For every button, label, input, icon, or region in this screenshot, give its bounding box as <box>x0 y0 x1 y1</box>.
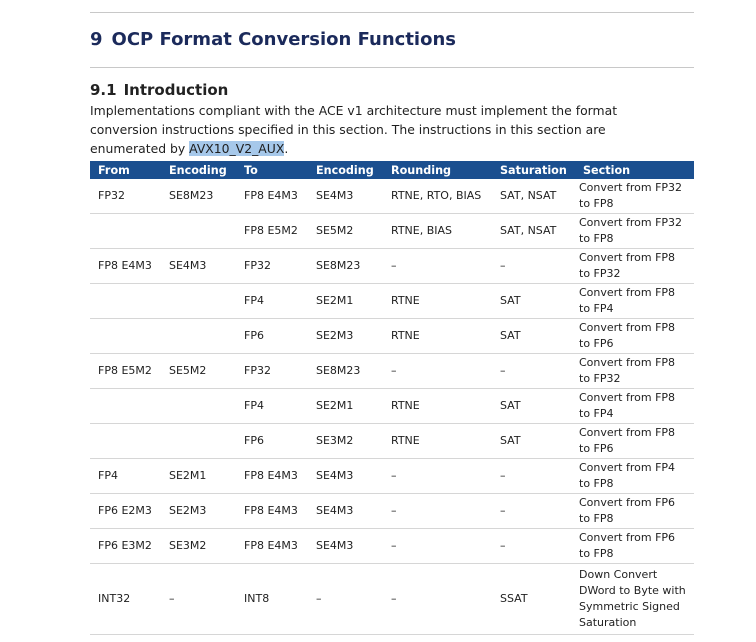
top-rule <box>90 12 694 13</box>
cell-from: FP4 <box>90 459 161 494</box>
cell-from: INT32 <box>90 564 161 635</box>
cell-rounding: RTNE <box>383 389 492 424</box>
cell-saturation: SAT <box>492 389 575 424</box>
cell-saturation: – <box>492 354 575 389</box>
cell-rounding: – <box>383 459 492 494</box>
cell-rounding: – <box>383 564 492 635</box>
cell-from-encoding <box>161 284 236 319</box>
cell-saturation: SAT <box>492 424 575 459</box>
cell-rounding: RTNE, BIAS <box>383 214 492 249</box>
table-row <box>90 564 694 635</box>
cell-section: Convert from FP8 to FP4 <box>575 284 694 319</box>
cell-from-encoding: – <box>161 564 236 635</box>
highlighted-cpuid-flag[interactable]: AVX10_V2_AUX <box>189 141 285 156</box>
cell-rounding: – <box>383 529 492 564</box>
cell-from-encoding: SE8M23 <box>161 179 236 214</box>
cell-from-encoding: SE2M1 <box>161 459 236 494</box>
cell-to-encoding: SE4M3 <box>308 529 383 564</box>
cell-saturation: – <box>492 529 575 564</box>
header-rounding: Rounding <box>383 161 492 179</box>
intro-line-1: Implementations compliant with the ACE v1 architecture must implement the format <box>90 103 618 118</box>
cell-to: FP8 E5M2 <box>236 214 308 249</box>
table-row <box>90 249 694 284</box>
intro-line-2: conversion instructions specified in this section. The instructions in this section are <box>90 122 606 137</box>
cell-section: Convert from FP8 to FP6 <box>575 319 694 354</box>
cell-to-encoding: SE3M2 <box>308 424 383 459</box>
cell-section: Convert from FP8 to FP32 <box>575 249 694 284</box>
table-row <box>90 494 694 529</box>
cell-section: Convert from FP8 to FP32 <box>575 354 694 389</box>
table-header-row <box>90 161 694 179</box>
cell-from-encoding: SE3M2 <box>161 529 236 564</box>
intro-line-3-suffix: . <box>284 141 289 156</box>
table-row <box>90 459 694 494</box>
table-row <box>90 179 694 214</box>
cell-saturation: SSAT <box>492 564 575 635</box>
cell-from-encoding <box>161 424 236 459</box>
cell-section: Convert from FP8 to FP4 <box>575 389 694 424</box>
cell-to: INT8 <box>236 564 308 635</box>
cell-to-encoding: SE2M1 <box>308 389 383 424</box>
cell-to: FP32 <box>236 249 308 284</box>
cell-from: FP8 E4M3 <box>90 249 161 284</box>
cell-section: Convert from FP6 to FP8 <box>575 529 694 564</box>
header-from: From <box>90 161 161 179</box>
chapter-title: OCP Format Conversion Functions <box>111 29 456 50</box>
cell-rounding: – <box>383 494 492 529</box>
cell-from <box>90 214 161 249</box>
cell-to-encoding: SE4M3 <box>308 459 383 494</box>
cell-to-encoding: SE5M2 <box>308 214 383 249</box>
cell-from <box>90 424 161 459</box>
cell-to-encoding: SE8M23 <box>308 249 383 284</box>
cell-rounding: RTNE <box>383 284 492 319</box>
cell-to-encoding: SE4M3 <box>308 179 383 214</box>
intro-line-3 <box>90 139 694 158</box>
cell-section: Convert from FP4 to FP8 <box>575 459 694 494</box>
cell-from-encoding: SE2M3 <box>161 494 236 529</box>
table-row <box>90 354 694 389</box>
intro-line-3-prefix: enumerated by <box>90 141 190 156</box>
table-row <box>90 529 694 564</box>
cell-from <box>90 319 161 354</box>
cell-to-encoding: SE4M3 <box>308 494 383 529</box>
cell-from-encoding: SE5M2 <box>161 354 236 389</box>
section-title: Introduction <box>123 81 229 99</box>
table-row <box>90 214 694 249</box>
intro-paragraph <box>90 101 694 158</box>
cell-saturation: – <box>492 494 575 529</box>
cell-to: FP6 <box>236 319 308 354</box>
conversion-table <box>90 161 694 635</box>
section-heading <box>90 81 228 99</box>
cell-to-encoding: SE8M23 <box>308 354 383 389</box>
cell-from: FP32 <box>90 179 161 214</box>
section-number: 9.1 <box>90 81 117 99</box>
cell-section: Convert from FP32 to FP8 <box>575 179 694 214</box>
header-to-encoding: Encoding <box>308 161 383 179</box>
cell-from: FP6 E3M2 <box>90 529 161 564</box>
table-row <box>90 389 694 424</box>
cell-to-encoding: – <box>308 564 383 635</box>
cell-rounding: – <box>383 354 492 389</box>
cell-to-encoding: SE2M1 <box>308 284 383 319</box>
cell-saturation: – <box>492 459 575 494</box>
cell-from <box>90 389 161 424</box>
cell-from-encoding <box>161 319 236 354</box>
cell-from: FP8 E5M2 <box>90 354 161 389</box>
cell-from-encoding <box>161 389 236 424</box>
cell-to-encoding: SE2M3 <box>308 319 383 354</box>
cell-rounding: RTNE <box>383 424 492 459</box>
cell-saturation: SAT, NSAT <box>492 179 575 214</box>
cell-to: FP6 <box>236 424 308 459</box>
cell-saturation: – <box>492 249 575 284</box>
cell-rounding: RTNE, RTO, BIAS <box>383 179 492 214</box>
table-row <box>90 319 694 354</box>
cell-to: FP4 <box>236 284 308 319</box>
header-saturation: Saturation <box>492 161 575 179</box>
cell-from <box>90 284 161 319</box>
cell-from-encoding <box>161 214 236 249</box>
table-body <box>90 179 694 635</box>
chapter-heading <box>90 29 456 50</box>
cell-to: FP4 <box>236 389 308 424</box>
cell-to: FP8 E4M3 <box>236 459 308 494</box>
cell-section: Down Convert DWord to Byte with Symmetric Signed Saturation <box>575 564 694 635</box>
table-row <box>90 424 694 459</box>
chapter-rule <box>90 67 694 68</box>
header-section: Section <box>575 161 694 179</box>
cell-section: Convert from FP32 to FP8 <box>575 214 694 249</box>
cell-from: FP6 E2M3 <box>90 494 161 529</box>
cell-saturation: SAT, NSAT <box>492 214 575 249</box>
cell-to: FP8 E4M3 <box>236 529 308 564</box>
cell-section: Convert from FP6 to FP8 <box>575 494 694 529</box>
header-to: To <box>236 161 308 179</box>
cell-rounding: RTNE <box>383 319 492 354</box>
cell-saturation: SAT <box>492 284 575 319</box>
chapter-number: 9 <box>90 29 103 50</box>
cell-rounding: – <box>383 249 492 284</box>
cell-from-encoding: SE4M3 <box>161 249 236 284</box>
table-row <box>90 284 694 319</box>
cell-to: FP32 <box>236 354 308 389</box>
cell-to: FP8 E4M3 <box>236 179 308 214</box>
cell-saturation: SAT <box>492 319 575 354</box>
header-from-encoding: Encoding <box>161 161 236 179</box>
cell-section: Convert from FP8 to FP6 <box>575 424 694 459</box>
cell-to: FP8 E4M3 <box>236 494 308 529</box>
